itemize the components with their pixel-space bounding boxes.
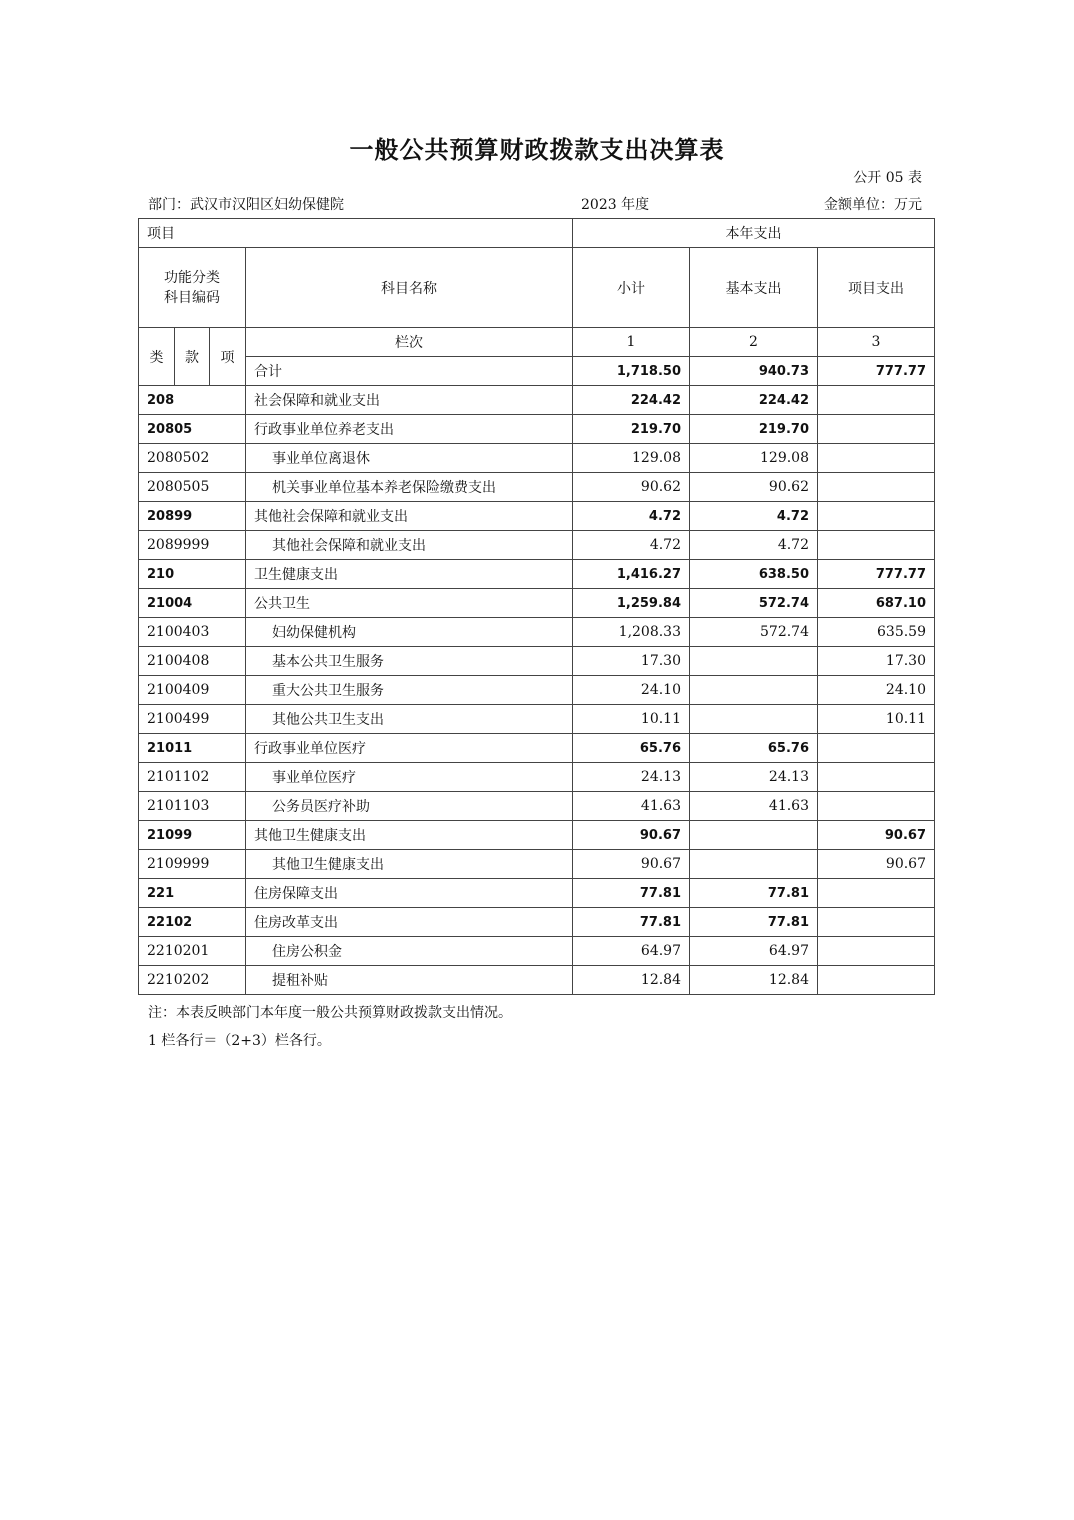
row-subtotal: 4.72: [573, 502, 690, 531]
row-project: 90.67: [818, 850, 935, 879]
row-basic: 24.13: [690, 763, 818, 792]
row-subtotal: 64.97: [573, 937, 690, 966]
row-project: 687.10: [818, 589, 935, 618]
row-code: 2210202: [139, 966, 246, 995]
table-row: [139, 734, 935, 763]
row-basic: 224.42: [690, 386, 818, 415]
header-project: 项目: [139, 219, 573, 248]
row-name: 住房保障支出: [246, 879, 573, 908]
total-subtotal: 1,718.50: [573, 357, 690, 386]
row-subtotal: 41.63: [573, 792, 690, 821]
row-code: 2100409: [139, 676, 246, 705]
row-subtotal: 129.08: [573, 444, 690, 473]
header-basic: 基本支出: [690, 248, 818, 328]
table-row: [139, 850, 935, 879]
row-subtotal: 10.11: [573, 705, 690, 734]
page-title: 一般公共预算财政拨款支出决算表: [349, 136, 725, 164]
row-project: [818, 792, 935, 821]
table-row: [139, 386, 935, 415]
row-project: [818, 879, 935, 908]
row-name: 其他社会保障和就业支出: [246, 502, 573, 531]
header-row-3: [139, 328, 935, 357]
row-code: 21004: [139, 589, 246, 618]
row-basic: 4.72: [690, 502, 818, 531]
row-code: 221: [139, 879, 246, 908]
table-row: [139, 705, 935, 734]
row-subtotal: 1,208.33: [573, 618, 690, 647]
row-code: 2100403: [139, 618, 246, 647]
header-project-exp: 项目支出: [818, 248, 935, 328]
row-project: 17.30: [818, 647, 935, 676]
row-name: 行政事业单位医疗: [246, 734, 573, 763]
row-name: 重大公共卫生服务: [246, 676, 573, 705]
row-basic: 12.84: [690, 966, 818, 995]
row-basic: 129.08: [690, 444, 818, 473]
row-subtotal: 24.13: [573, 763, 690, 792]
department-label: 部门：武汉市汉阳区妇幼保健院: [148, 197, 344, 213]
row-code: 22102: [139, 908, 246, 937]
row-name: 卫生健康支出: [246, 560, 573, 589]
header-func-code: [139, 248, 246, 328]
header-kuan: 款: [175, 328, 210, 386]
total-label: 合计: [246, 357, 573, 386]
header-subject-name: 科目名称: [246, 248, 573, 328]
row-project: 24.10: [818, 676, 935, 705]
row-subtotal: 1,416.27: [573, 560, 690, 589]
row-subtotal: 90.67: [573, 821, 690, 850]
row-basic: 77.81: [690, 908, 818, 937]
row-subtotal: 77.81: [573, 879, 690, 908]
row-name: 基本公共卫生服务: [246, 647, 573, 676]
row-basic: 638.50: [690, 560, 818, 589]
table-row: [139, 531, 935, 560]
table-row: [139, 676, 935, 705]
row-basic: 77.81: [690, 879, 818, 908]
row-basic: 90.62: [690, 473, 818, 502]
row-name: 事业单位离退休: [246, 444, 573, 473]
row-subtotal: 90.67: [573, 850, 690, 879]
header-col2: 2: [690, 328, 818, 357]
header-col3: 3: [818, 328, 935, 357]
note-line-2: 1 栏各行＝（2+3）栏各行。: [148, 1033, 331, 1049]
table-row: [139, 415, 935, 444]
row-subtotal: 1,259.84: [573, 589, 690, 618]
row-name: 其他卫生健康支出: [246, 850, 573, 879]
header-subtotal: 小计: [573, 248, 690, 328]
row-code: 2100408: [139, 647, 246, 676]
row-code: 21099: [139, 821, 246, 850]
row-basic: 65.76: [690, 734, 818, 763]
row-subtotal: 219.70: [573, 415, 690, 444]
row-code: 2089999: [139, 531, 246, 560]
table-row: [139, 792, 935, 821]
row-project: 777.77: [818, 560, 935, 589]
row-name: 其他社会保障和就业支出: [246, 531, 573, 560]
header-lei: 类: [139, 328, 175, 386]
row-name: 住房公积金: [246, 937, 573, 966]
table-row: [139, 589, 935, 618]
row-code: 208: [139, 386, 246, 415]
row-basic: 572.74: [690, 589, 818, 618]
row-basic: 64.97: [690, 937, 818, 966]
row-code: 2101102: [139, 763, 246, 792]
header-row-1: [139, 219, 935, 248]
row-subtotal: 90.62: [573, 473, 690, 502]
row-project: [818, 937, 935, 966]
total-basic: 940.73: [690, 357, 818, 386]
header-row-2: [139, 248, 935, 328]
row-name: 提租补贴: [246, 966, 573, 995]
row-code: 2109999: [139, 850, 246, 879]
row-name: 其他卫生健康支出: [246, 821, 573, 850]
table-row: [139, 560, 935, 589]
table-row: [139, 937, 935, 966]
header-func-code-line2: 科目编码: [164, 289, 220, 306]
row-project: 90.67: [818, 821, 935, 850]
amount-unit: 金额单位：万元: [824, 197, 922, 213]
table-row: [139, 908, 935, 937]
table-row: [139, 618, 935, 647]
row-subtotal: 65.76: [573, 734, 690, 763]
row-project: [818, 763, 935, 792]
total-project: 777.77: [818, 357, 935, 386]
row-name: 其他公共卫生支出: [246, 705, 573, 734]
row-name: 妇幼保健机构: [246, 618, 573, 647]
row-name: 公共卫生: [246, 589, 573, 618]
row-basic: [690, 705, 818, 734]
row-name: 事业单位医疗: [246, 763, 573, 792]
row-subtotal: 24.10: [573, 676, 690, 705]
row-project: [818, 444, 935, 473]
table-row: [139, 647, 935, 676]
row-subtotal: 224.42: [573, 386, 690, 415]
expenditure-table: [138, 218, 935, 995]
row-basic: [690, 850, 818, 879]
row-subtotal: 77.81: [573, 908, 690, 937]
row-name: 社会保障和就业支出: [246, 386, 573, 415]
row-project: [818, 908, 935, 937]
row-project: 635.59: [818, 618, 935, 647]
row-name: 公务员医疗补助: [246, 792, 573, 821]
row-subtotal: 4.72: [573, 531, 690, 560]
header-column-index: 栏次: [246, 328, 573, 357]
row-code: 2101103: [139, 792, 246, 821]
row-subtotal: 17.30: [573, 647, 690, 676]
row-project: 10.11: [818, 705, 935, 734]
table-row: [139, 763, 935, 792]
header-current-year: 本年支出: [573, 219, 935, 248]
header-col1: 1: [573, 328, 690, 357]
table-row: [139, 879, 935, 908]
row-basic: [690, 676, 818, 705]
header-xiang: 项: [210, 328, 246, 386]
row-code: 2080502: [139, 444, 246, 473]
table-row: [139, 473, 935, 502]
row-project: [818, 734, 935, 763]
fiscal-year: 2023 年度: [581, 197, 650, 213]
row-project: [818, 415, 935, 444]
row-project: [818, 386, 935, 415]
table-row: [139, 444, 935, 473]
table-row: [139, 821, 935, 850]
total-row: [139, 357, 935, 386]
row-code: 20805: [139, 415, 246, 444]
row-basic: 41.63: [690, 792, 818, 821]
row-code: 210: [139, 560, 246, 589]
row-basic: 572.74: [690, 618, 818, 647]
row-project: [818, 531, 935, 560]
row-project: [818, 502, 935, 531]
row-basic: [690, 821, 818, 850]
note-line-1: 注：本表反映部门本年度一般公共预算财政拨款支出情况。: [148, 1005, 512, 1021]
row-code: 20899: [139, 502, 246, 531]
row-basic: [690, 647, 818, 676]
row-basic: 4.72: [690, 531, 818, 560]
row-basic: 219.70: [690, 415, 818, 444]
form-number: 公开 05 表: [853, 170, 922, 186]
row-project: [818, 473, 935, 502]
row-project: [818, 966, 935, 995]
row-code: 2100499: [139, 705, 246, 734]
row-name: 行政事业单位养老支出: [246, 415, 573, 444]
row-name: 住房改革支出: [246, 908, 573, 937]
table-row: [139, 966, 935, 995]
row-code: 2210201: [139, 937, 246, 966]
header-func-code-line1: 功能分类: [164, 269, 220, 286]
row-code: 21011: [139, 734, 246, 763]
row-subtotal: 12.84: [573, 966, 690, 995]
table-row: [139, 502, 935, 531]
row-name: 机关事业单位基本养老保险缴费支出: [246, 473, 573, 502]
row-code: 2080505: [139, 473, 246, 502]
